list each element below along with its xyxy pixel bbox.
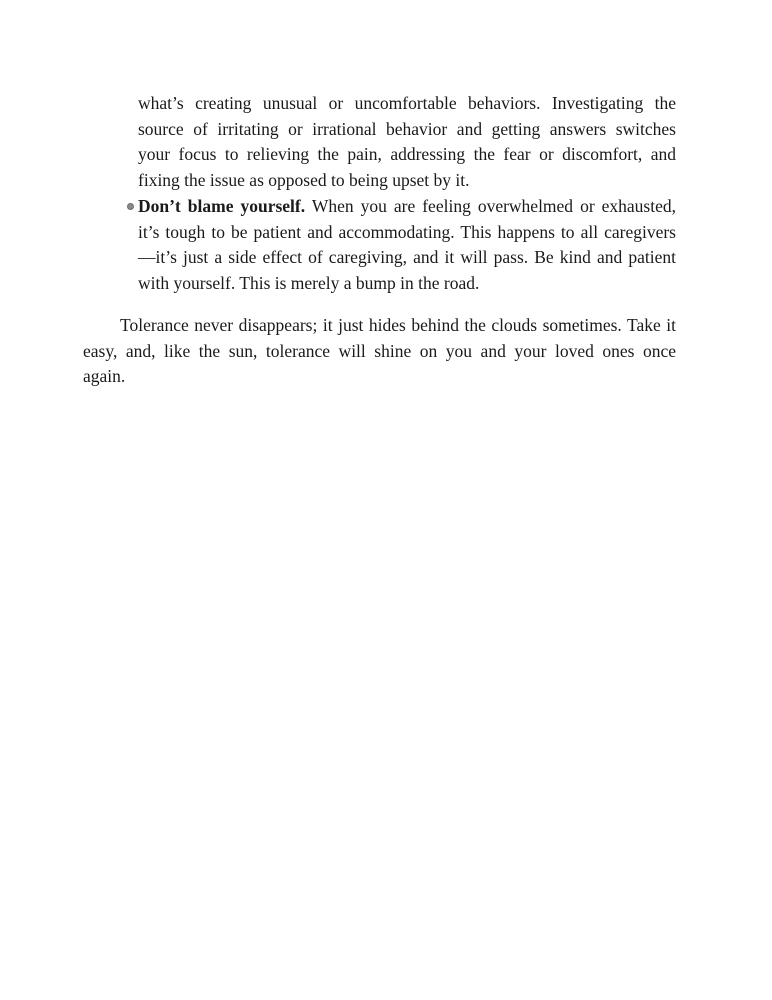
paragraph-line: your focus to relieving the pain, addressing the fear or discomfort, and (138, 144, 676, 165)
paragraph-line: fixing the issue as opposed to being upset by it. (138, 169, 470, 190)
paragraph-line: easy, and, like the sun, tolerance will shine on you and your loved ones once (83, 340, 676, 361)
paragraph-line: Tolerance never disappears; it just hides behind the clouds sometimes. Take it (120, 315, 676, 335)
bullet-first-line-text: When you are feeling overwhelmed or exhausted, (305, 196, 676, 216)
paragraph-line: with yourself. This is merely a bump in the road. (138, 272, 480, 293)
paragraph-line: —it’s just a side effect of caregiving, and it will pass. Be kind and patient (138, 247, 676, 268)
paragraph-line: what’s creating unusual or uncomfortable behaviors. Investigating the (138, 93, 676, 113)
bullet-first-line (138, 194, 676, 220)
continued-bullet-paragraph (83, 91, 676, 193)
bullet-icon (127, 203, 134, 210)
closing-paragraph (83, 313, 676, 390)
paragraph-line: again. (83, 366, 126, 387)
paragraph-line: source of irritating or irrational behavior and getting answers switches (138, 118, 676, 139)
bullet-lead-text: Don’t blame yourself. (138, 196, 306, 216)
bullet-item-dont-blame-yourself (83, 194, 676, 296)
paragraph-line: it’s tough to be patient and accommodating. This happens to all caregivers (138, 221, 676, 242)
